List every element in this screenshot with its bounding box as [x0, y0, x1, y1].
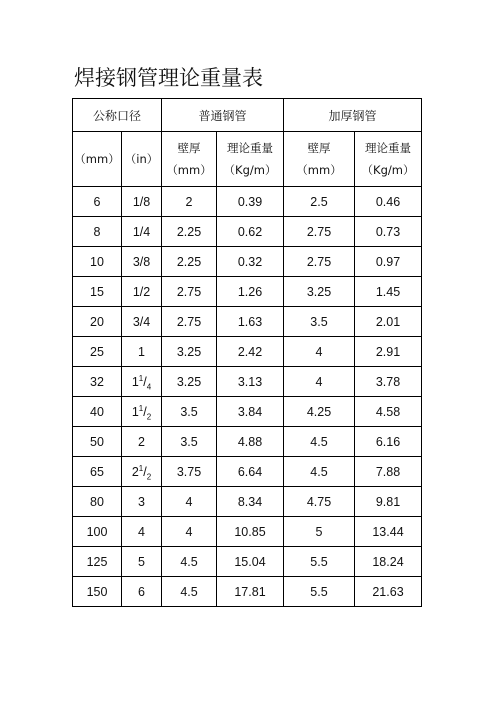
- table-row: [73, 487, 422, 517]
- in-fraction-denominator: 2: [146, 412, 152, 421]
- theoretical-weight-label: 理论重量: [227, 141, 273, 155]
- thickened-pipe-header: 加厚钢管: [284, 99, 422, 132]
- ordinary-weight-cell: 4.88: [217, 427, 284, 457]
- table-row: [73, 547, 422, 577]
- ordinary-wall-cell: 3.5: [162, 427, 217, 457]
- ordinary-weight-cell: 3.84: [217, 397, 284, 427]
- table-row: [73, 427, 422, 457]
- mm-cell: 100: [73, 517, 122, 547]
- mm-cell: 32: [73, 367, 122, 397]
- in-cell: 3/8: [122, 247, 162, 277]
- wall-thickness-label: 壁厚: [177, 141, 201, 155]
- ordinary-weight-cell: 15.04: [217, 547, 284, 577]
- mm-cell: 40: [73, 397, 122, 427]
- table-row: [73, 577, 422, 607]
- thickened-weight-cell: 0.97: [355, 247, 422, 277]
- ordinary-weight-cell: 17.81: [217, 577, 284, 607]
- table-body: [73, 99, 422, 607]
- in-cell: 1/2: [122, 277, 162, 307]
- ordinary-weight-cell: 0.39: [217, 187, 284, 217]
- ordinary-wall-cell: 3.25: [162, 367, 217, 397]
- thickened-wall-cell: 4.25: [284, 397, 355, 427]
- mm-cell: 8: [73, 217, 122, 247]
- mm-cell: 10: [73, 247, 122, 277]
- ordinary-wall-header: [162, 132, 217, 187]
- in-unit-header: （in）: [122, 132, 162, 187]
- nominal-diameter-header: 公称口径: [73, 99, 162, 132]
- thickened-weight-cell: 9.81: [355, 487, 422, 517]
- thickened-weight-cell: 0.46: [355, 187, 422, 217]
- table-row: [73, 397, 422, 427]
- fraction-slash: /: [143, 464, 147, 479]
- thickened-weight-cell: 18.24: [355, 547, 422, 577]
- thickened-weight-cell: 4.58: [355, 397, 422, 427]
- ordinary-weight-cell: 8.34: [217, 487, 284, 517]
- ordinary-wall-cell: 2.75: [162, 277, 217, 307]
- ordinary-weight-cell: 2.42: [217, 337, 284, 367]
- table-row: [73, 367, 422, 397]
- thickened-weight-cell: 3.78: [355, 367, 422, 397]
- ordinary-weight-cell: 10.85: [217, 517, 284, 547]
- thickened-weight-cell: 7.88: [355, 457, 422, 487]
- in-whole: 1: [131, 404, 139, 419]
- thickened-weight-cell: 2.01: [355, 307, 422, 337]
- mm-cell: 25: [73, 337, 122, 367]
- in-whole: 2: [131, 464, 139, 479]
- in-cell: 3/4: [122, 307, 162, 337]
- weight-unit-label: （Kg/m）: [361, 163, 415, 177]
- ordinary-wall-cell: 4: [162, 487, 217, 517]
- thickened-wall-cell: 5.5: [284, 547, 355, 577]
- thickened-wall-cell: 4.75: [284, 487, 355, 517]
- thickened-weight-cell: 21.63: [355, 577, 422, 607]
- ordinary-wall-cell: 3.25: [162, 337, 217, 367]
- thickened-wall-header: [284, 132, 355, 187]
- thickened-wall-cell: 5.5: [284, 577, 355, 607]
- in-cell: 2: [122, 427, 162, 457]
- wall-unit-label: （mm）: [166, 163, 212, 177]
- fraction-slash: /: [143, 374, 147, 389]
- mm-cell: 80: [73, 487, 122, 517]
- in-cell: 1: [122, 337, 162, 367]
- ordinary-weight-cell: 1.63: [217, 307, 284, 337]
- ordinary-wall-cell: 4: [162, 517, 217, 547]
- ordinary-weight-cell: 0.32: [217, 247, 284, 277]
- thickened-wall-cell: 4.5: [284, 457, 355, 487]
- thickened-wall-cell: 2.5: [284, 187, 355, 217]
- wall-thickness-label: 壁厚: [307, 141, 331, 155]
- ordinary-weight-header: [217, 132, 284, 187]
- thickened-weight-cell: 13.44: [355, 517, 422, 547]
- in-cell: 5: [122, 547, 162, 577]
- pipe-weight-table: [72, 98, 422, 607]
- in-cell: 4: [122, 517, 162, 547]
- thickened-weight-cell: 0.73: [355, 217, 422, 247]
- table-row: [73, 457, 422, 487]
- mm-cell: 6: [73, 187, 122, 217]
- in-whole: 1: [131, 374, 139, 389]
- theoretical-weight-label: 理论重量: [365, 141, 411, 155]
- in-cell: 6: [122, 577, 162, 607]
- table-row: [73, 247, 422, 277]
- in-cell: 1/8: [122, 187, 162, 217]
- thickened-weight-cell: 6.16: [355, 427, 422, 457]
- mm-cell: 20: [73, 307, 122, 337]
- ordinary-wall-cell: 2.25: [162, 247, 217, 277]
- ordinary-weight-cell: 0.62: [217, 217, 284, 247]
- mm-cell: 125: [73, 547, 122, 577]
- table-row: [73, 217, 422, 247]
- table-row: [73, 337, 422, 367]
- ordinary-wall-cell: 2: [162, 187, 217, 217]
- ordinary-weight-cell: 3.13: [217, 367, 284, 397]
- wall-unit-label: （mm）: [296, 163, 342, 177]
- weight-unit-label: （Kg/m）: [223, 163, 277, 177]
- in-cell: [122, 457, 162, 487]
- in-fraction-numerator: 1: [138, 403, 144, 413]
- mm-cell: 15: [73, 277, 122, 307]
- thickened-wall-cell: 2.75: [284, 217, 355, 247]
- in-cell: 3: [122, 487, 162, 517]
- table-row: [73, 277, 422, 307]
- table-row: [73, 517, 422, 547]
- header-row-groups: [73, 99, 422, 132]
- header-row-units: [73, 132, 422, 187]
- thickened-wall-cell: 4.5: [284, 427, 355, 457]
- in-cell: [122, 367, 162, 397]
- thickened-wall-cell: 2.75: [284, 247, 355, 277]
- ordinary-weight-cell: 1.26: [217, 277, 284, 307]
- table-row: [73, 187, 422, 217]
- in-fraction-numerator: 1: [138, 463, 144, 473]
- mm-cell: 65: [73, 457, 122, 487]
- ordinary-weight-cell: 6.64: [217, 457, 284, 487]
- thickened-wall-cell: 4: [284, 337, 355, 367]
- thickened-weight-header: [355, 132, 422, 187]
- page-title: 焊接钢管理论重量表: [74, 66, 263, 90]
- thickened-weight-cell: 2.91: [355, 337, 422, 367]
- in-cell: [122, 397, 162, 427]
- ordinary-pipe-header: 普通钢管: [162, 99, 284, 132]
- thickened-wall-cell: 3.5: [284, 307, 355, 337]
- ordinary-wall-cell: 4.5: [162, 577, 217, 607]
- ordinary-wall-cell: 4.5: [162, 547, 217, 577]
- ordinary-wall-cell: 2.25: [162, 217, 217, 247]
- thickened-wall-cell: 4: [284, 367, 355, 397]
- thickened-weight-cell: 1.45: [355, 277, 422, 307]
- in-cell: 1/4: [122, 217, 162, 247]
- in-fraction-denominator: 2: [146, 472, 152, 481]
- thickened-wall-cell: 5: [284, 517, 355, 547]
- in-fraction-numerator: 1: [138, 373, 144, 383]
- ordinary-wall-cell: 3.75: [162, 457, 217, 487]
- thickened-wall-cell: 3.25: [284, 277, 355, 307]
- table-row: [73, 307, 422, 337]
- mm-unit-header: （mm）: [73, 132, 122, 187]
- ordinary-wall-cell: 2.75: [162, 307, 217, 337]
- fraction-slash: /: [143, 404, 147, 419]
- mm-cell: 50: [73, 427, 122, 457]
- ordinary-wall-cell: 3.5: [162, 397, 217, 427]
- mm-cell: 150: [73, 577, 122, 607]
- in-fraction-denominator: 4: [146, 382, 152, 391]
